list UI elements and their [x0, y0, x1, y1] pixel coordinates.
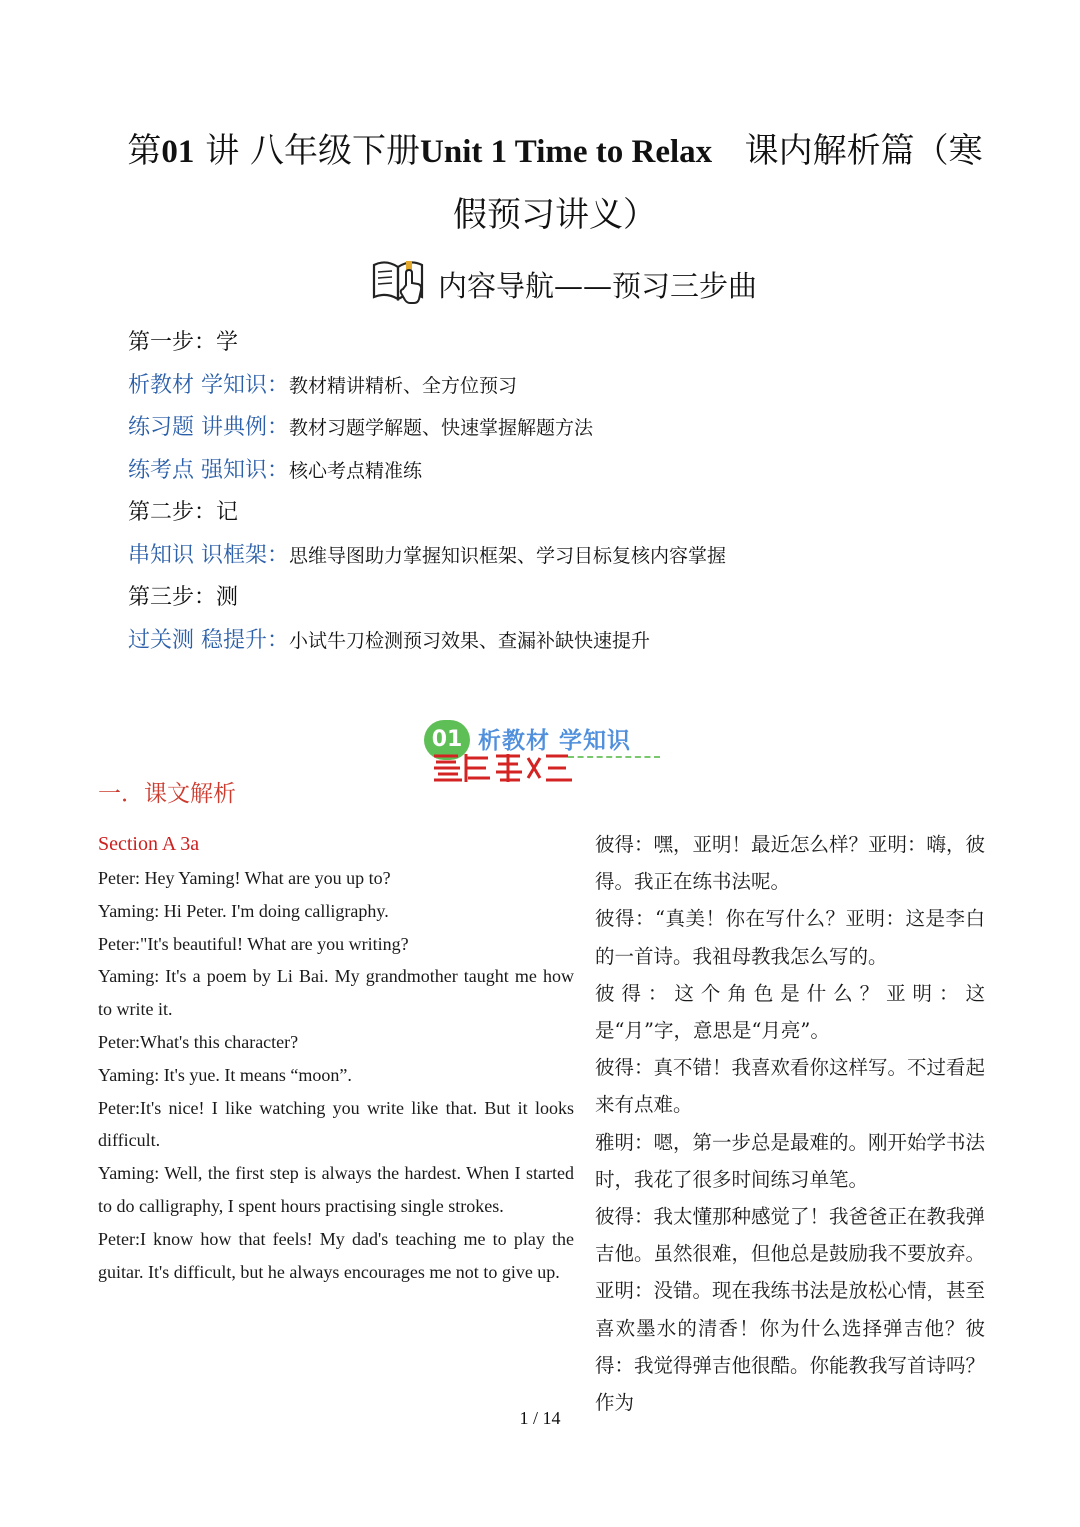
step-item-desc: 思维导图助力掌握知识框架、学习目标复核内容掌握 — [289, 544, 727, 567]
dialogue-line: Yaming: It's yue. It means “moon”. — [98, 1064, 352, 1085]
english-text-column — [98, 826, 574, 1288]
translation-line: 彼得：嘿，亚明！最近怎么样？亚明：嗨，彼得。我正在练书法呢。 — [595, 833, 986, 894]
navigation-title: 内容导航——预习三步曲 — [438, 268, 758, 303]
document-title-line1 — [95, 118, 1015, 185]
step-item-key: 过关测 稳提升： — [128, 627, 289, 653]
step-item-desc: 教材习题学解题、快速掌握解题方法 — [289, 417, 594, 439]
section-heading: 一．课文解析 — [98, 781, 236, 807]
step-item-desc: 核心考点精准练 — [289, 459, 423, 482]
section-label: Section A 3a — [98, 833, 200, 855]
badge-number: 01 — [424, 720, 470, 760]
title-suffix: 课内解析篇（寒 — [744, 131, 983, 171]
dialogue-line: Peter: Hey Yaming! What are you up to? — [98, 868, 391, 888]
page-number: 1 / 14 — [519, 1408, 561, 1428]
steps-list — [128, 322, 1008, 662]
step-item — [128, 365, 1008, 408]
dialogue-line: Yaming: It's a poem by Li Bai. My grandmother taught me how to write it. — [98, 966, 574, 1020]
chinese-translation-column — [595, 826, 985, 1421]
dialogue-line: Peter:It's nice! I like watching you write like that. But it looks difficult. — [98, 1097, 574, 1151]
translation-line: 亚明：没错。现在我练书法是放松心情，甚至喜欢墨水的清香！你为什么选择弹吉他？彼得：我觉得弹吉他很酷。你能教我写首诗吗？作为 — [595, 1279, 986, 1415]
translation-line: 雅明：嗯，第一步总是最难的。刚开始学书法时，我花了很多时间练习单笔。 — [595, 1130, 986, 1191]
step-item-key: 练考点 强知识： — [128, 457, 289, 483]
step-item — [128, 407, 1008, 450]
section-badge — [420, 714, 660, 786]
translation-line: 彼得：“真美！你在写什么？亚明：这是李白的一首诗。我祖母教我怎么写的。 — [595, 907, 985, 968]
title-middle: 讲 八年级下册 — [205, 131, 421, 171]
step-item-desc: 小试牛刀检测预习效果、查漏补缺快速提升 — [289, 629, 651, 652]
dialogue-line: Peter:"It's beautiful! What are you writing? — [98, 933, 409, 954]
step-item-key: 练习题 讲典例： — [128, 415, 289, 440]
step-item-key: 析教材 学知识： — [128, 372, 289, 398]
badge-dashed-line — [568, 756, 660, 758]
translation-line: 彼得：这个角色是什么？亚明：这是“月”字，意思是“月亮”。 — [595, 981, 985, 1043]
document-title-line2: 假预习讲义） — [453, 195, 657, 235]
dialogue-line: Yaming: Hi Peter. I'm doing calligraphy. — [98, 900, 389, 921]
book-pointer-icon — [370, 255, 428, 314]
step-3-label: 第三步：测 — [128, 585, 239, 610]
step-2-label: 第二步：记 — [128, 500, 239, 525]
content-navigation-heading — [370, 256, 757, 312]
dialogue-line: Peter:I know how that feels! My dad's teaching me to play the guitar. It's difficult, but he always encourages me not to give up. — [98, 1228, 574, 1282]
title-unit: Unit 1 Time to Relax — [420, 134, 713, 170]
badge-text: 析教材 学知识 — [478, 728, 632, 754]
step-1-label: 第一步：学 — [128, 330, 239, 355]
dialogue-line: Peter:What's this character? — [98, 1031, 299, 1052]
badge-red-scribble — [428, 748, 578, 786]
step-item-desc: 教材精讲精析、全方位预习 — [289, 374, 518, 397]
translation-line: 彼得：我太懂那种感觉了！我爸爸正在教我弹吉他。虽然很难，但他总是鼓励我不要放弃。 — [595, 1205, 986, 1266]
title-prefix: 第 — [127, 131, 162, 171]
title-lecture-number: 01 — [161, 134, 195, 170]
dialogue-line: Yaming: Well, the first step is always the hardest. When I started to do calligraphy, I spent hours practising single strokes. — [98, 1163, 574, 1216]
step-item — [128, 535, 1008, 578]
step-item — [128, 620, 1008, 663]
step-item — [128, 450, 1008, 493]
translation-line: 彼得：真不错！我喜欢看你这样写。不过看起来有点难。 — [595, 1056, 986, 1117]
step-item-key: 串知识 识框架： — [128, 542, 289, 568]
